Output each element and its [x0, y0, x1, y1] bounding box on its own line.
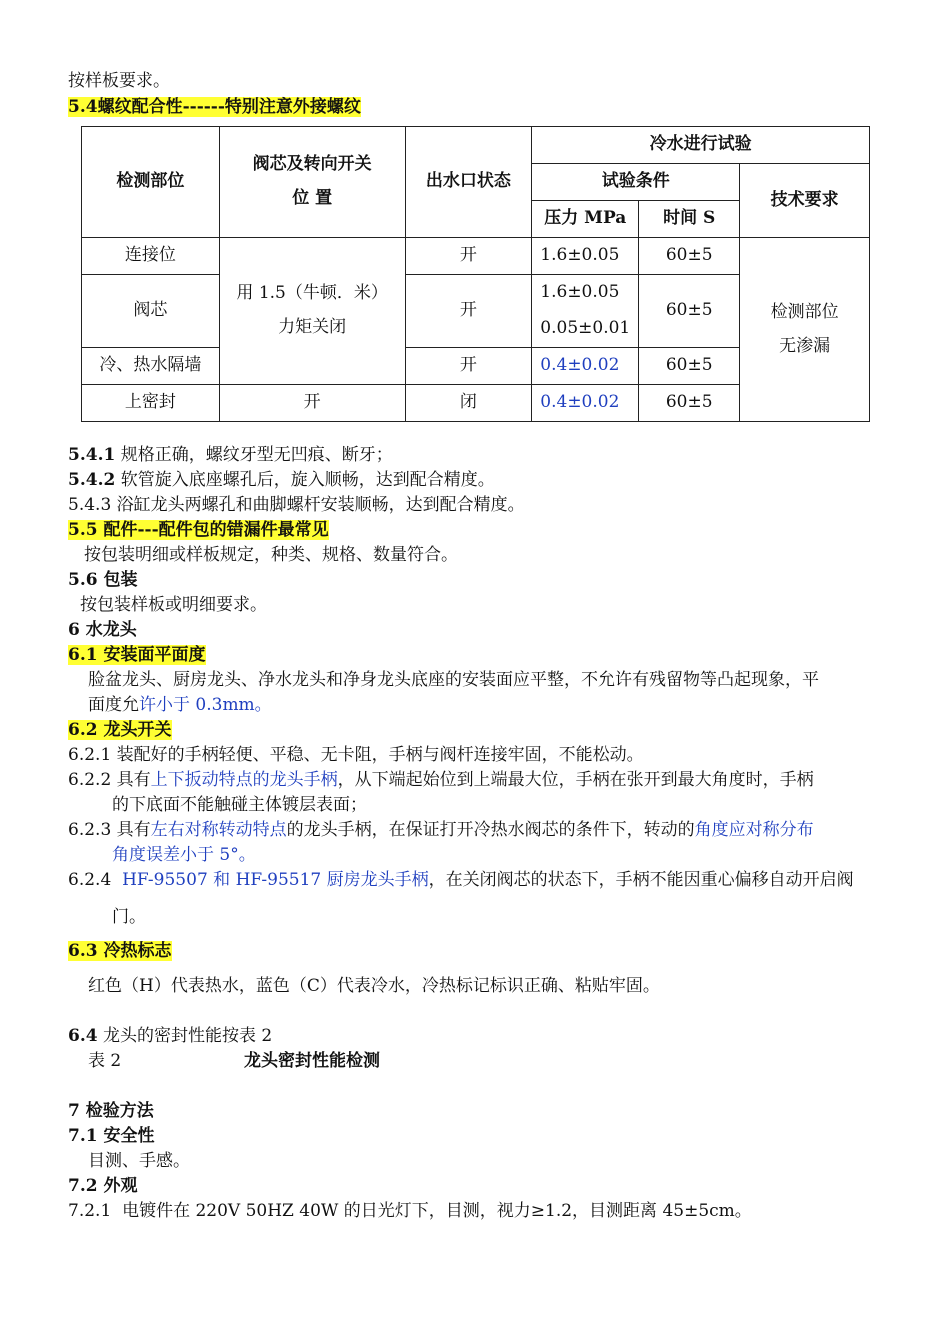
cell-part: 阀芯: [82, 275, 220, 348]
para-6-2-2b: 上下扳动特点的龙头手柄: [150, 770, 338, 790]
header-part: 检测部位: [82, 127, 220, 238]
cell-req-line2: 无渗漏: [779, 335, 831, 356]
para-6-2-3a: 6.2.3 具有: [68, 820, 151, 840]
para-6-2-3: [68, 819, 814, 843]
section-6-2-title: 6.2 龙头开关: [68, 720, 172, 740]
section-5-5-heading: [68, 519, 329, 543]
header-valve: [219, 127, 405, 238]
section-5-6-title: 包装: [97, 570, 138, 590]
section-6-4: [68, 1025, 272, 1049]
cell-time: 60±5: [639, 385, 740, 422]
cell-pressure: 1.6±0.05: [532, 238, 639, 275]
para-5-4-2-num: 5.4.2: [68, 470, 116, 490]
para-5-4-1-text: 规格正确，螺纹牙型无凹痕、断牙；: [115, 445, 393, 465]
section-6-heading: 6 水龙头: [68, 620, 137, 640]
section-6-1-heading: [68, 644, 206, 668]
header-requirement: 技术要求: [740, 164, 870, 238]
thread-fit-table: [81, 126, 870, 422]
section-5-5-title: 5.5 配件---配件包的错漏件最常见: [68, 520, 329, 540]
section-7-1-title: 安全性: [97, 1126, 155, 1146]
para-7-2-1: 7.2.1 电镀件在 220V 50HZ 40W 的日光灯下，目测，视力≥1.2，目测距离 45±5cm。: [68, 1201, 752, 1221]
section-6-4-num: 6.4: [68, 1026, 98, 1046]
cell-valve-line1: 用 1.5（牛顿．米）: [236, 283, 388, 304]
cell-pressure-line2: 0.05±0.01: [540, 318, 631, 338]
para-6-2-4a: 6.2.4: [68, 870, 123, 890]
cell-part: 冷、热水隔墙: [82, 348, 220, 385]
para-6-2-3b: 左右对称转动特点: [150, 820, 287, 840]
para-6-2-4b: HF-95507 和 HF-95517 厨房龙头手柄: [122, 870, 429, 890]
section-7-heading: 7 检验方法: [68, 1101, 154, 1121]
para-5-4-1: [68, 444, 393, 468]
header-valve-line1: 阀芯及转向开关: [252, 154, 372, 175]
section-5-6-heading: [68, 569, 138, 593]
para-6-2-3c: 的龙头手柄，在保证打开冷热水阀芯的条件下，转动的: [286, 820, 695, 840]
section-6-2-heading: [68, 719, 172, 743]
cell-outlet: 开: [405, 238, 532, 275]
cell-pressure-line1: 1.6±0.05: [540, 282, 620, 303]
section-6-1-line2a: 面度允: [88, 695, 139, 715]
cell-time: 60±5: [639, 348, 740, 385]
para-5-4-3: 5.4.3 浴缸龙头两螺孔和曲脚螺杆安装顺畅，达到配合精度。: [68, 495, 525, 515]
cell-pressure: [532, 275, 639, 348]
cell-valve: 开: [219, 385, 405, 422]
cell-outlet: 开: [405, 348, 532, 385]
section-7-1-heading: [68, 1125, 155, 1149]
cell-valve-merged: [219, 238, 405, 385]
section-5-5-body: 按包装明细或样板规定，种类、规格、数量符合。: [84, 545, 458, 565]
cell-outlet: 开: [405, 275, 532, 348]
header-cold-test: 冷水进行试验: [532, 127, 870, 164]
cell-outlet: 闭: [405, 385, 532, 422]
section-5-4-heading: [68, 96, 361, 120]
cell-requirement: [740, 238, 870, 422]
table-row: [82, 238, 870, 275]
section-6-1-line2b: 许小于 0.3mm。: [139, 695, 272, 715]
table-2-label: 表 2: [88, 1051, 122, 1071]
para-6-2-2-cont: 的下底面不能触碰主体镀层表面；: [112, 795, 367, 815]
cell-req-line1: 检测部位: [770, 301, 839, 322]
cell-time: 60±5: [639, 275, 740, 348]
section-7-1-num: 7.1: [68, 1126, 98, 1146]
para-5-4-2-text: 软管旋入底座螺孔后，旋入顺畅，达到配合精度。: [115, 470, 495, 490]
section-6-4-text: 龙头的密封性能按表 2: [97, 1026, 273, 1046]
para-5-4-1-num: 5.4.1: [68, 445, 116, 465]
cell-part: 上密封: [82, 385, 220, 422]
section-6-1-title: 6.1 安装面平面度: [68, 645, 206, 665]
section-5-6-num: 5.6: [68, 570, 98, 590]
header-valve-line2: 位 置: [292, 188, 333, 208]
section-6-1-line2: [88, 694, 272, 718]
intro-line: 按样板要求。: [68, 71, 170, 91]
section-7-2-heading: [68, 1175, 138, 1199]
para-6-2-4-cont: 门。: [112, 907, 146, 927]
cell-part: 连接位: [82, 238, 220, 275]
section-7-2-num: 7.2: [68, 1176, 98, 1196]
para-6-2-4: [68, 869, 854, 893]
header-time: 时间 S: [639, 201, 740, 238]
section-6-3-title: 6.3 冷热标志: [68, 941, 172, 961]
cell-valve-line2: 力矩关闭: [278, 317, 347, 337]
section-5-4-title: 螺纹配合性------特别注意外接螺纹: [97, 97, 361, 117]
para-6-2-3-cont: 角度误差小于 5°。: [112, 845, 256, 865]
cell-time: 60±5: [639, 238, 740, 275]
section-6-3-heading: [68, 940, 172, 964]
para-6-2-2a: 6.2.2 具有: [68, 770, 151, 790]
table-2-title: 龙头密封性能检测: [244, 1051, 380, 1071]
section-6-1-line1: 脸盆龙头、厨房龙头、净水龙头和净身龙头底座的安装面应平整，不允许有残留物等凸起现象，平: [88, 670, 819, 690]
cell-pressure: 0.4±0.02: [532, 385, 639, 422]
para-5-4-2: [68, 469, 495, 493]
para-6-2-1: 6.2.1 装配好的手柄轻便、平稳、无卡阻，手柄与阀杆连接牢固，不能松动。: [68, 745, 644, 765]
section-6-3-body: 红色（H）代表热水，蓝色（C）代表冷水，冷热标记标识正确、粘贴牢固。: [88, 976, 660, 996]
para-6-2-2c: ，从下端起始位到上端最大位，手柄在张开到最大角度时，手柄: [337, 770, 814, 790]
para-6-2-2: [68, 769, 814, 793]
section-5-6-body: 按包装样板或明细要求。: [80, 595, 267, 615]
section-7-1-body: 目测、手感。: [88, 1151, 190, 1171]
header-condition: 试验条件: [532, 164, 740, 201]
header-pressure: 压力 MPa: [532, 201, 639, 238]
cell-pressure: 0.4±0.02: [532, 348, 639, 385]
header-outlet: 出水口状态: [405, 127, 532, 238]
section-7-2-title: 外观: [97, 1176, 138, 1196]
section-5-4-num: 5.4: [68, 97, 98, 117]
para-6-2-3d: 角度应对称分布: [694, 820, 814, 840]
para-6-2-4c: ，在关闭阀芯的状态下，手柄不能因重心偏移自动开启阀: [428, 870, 854, 890]
